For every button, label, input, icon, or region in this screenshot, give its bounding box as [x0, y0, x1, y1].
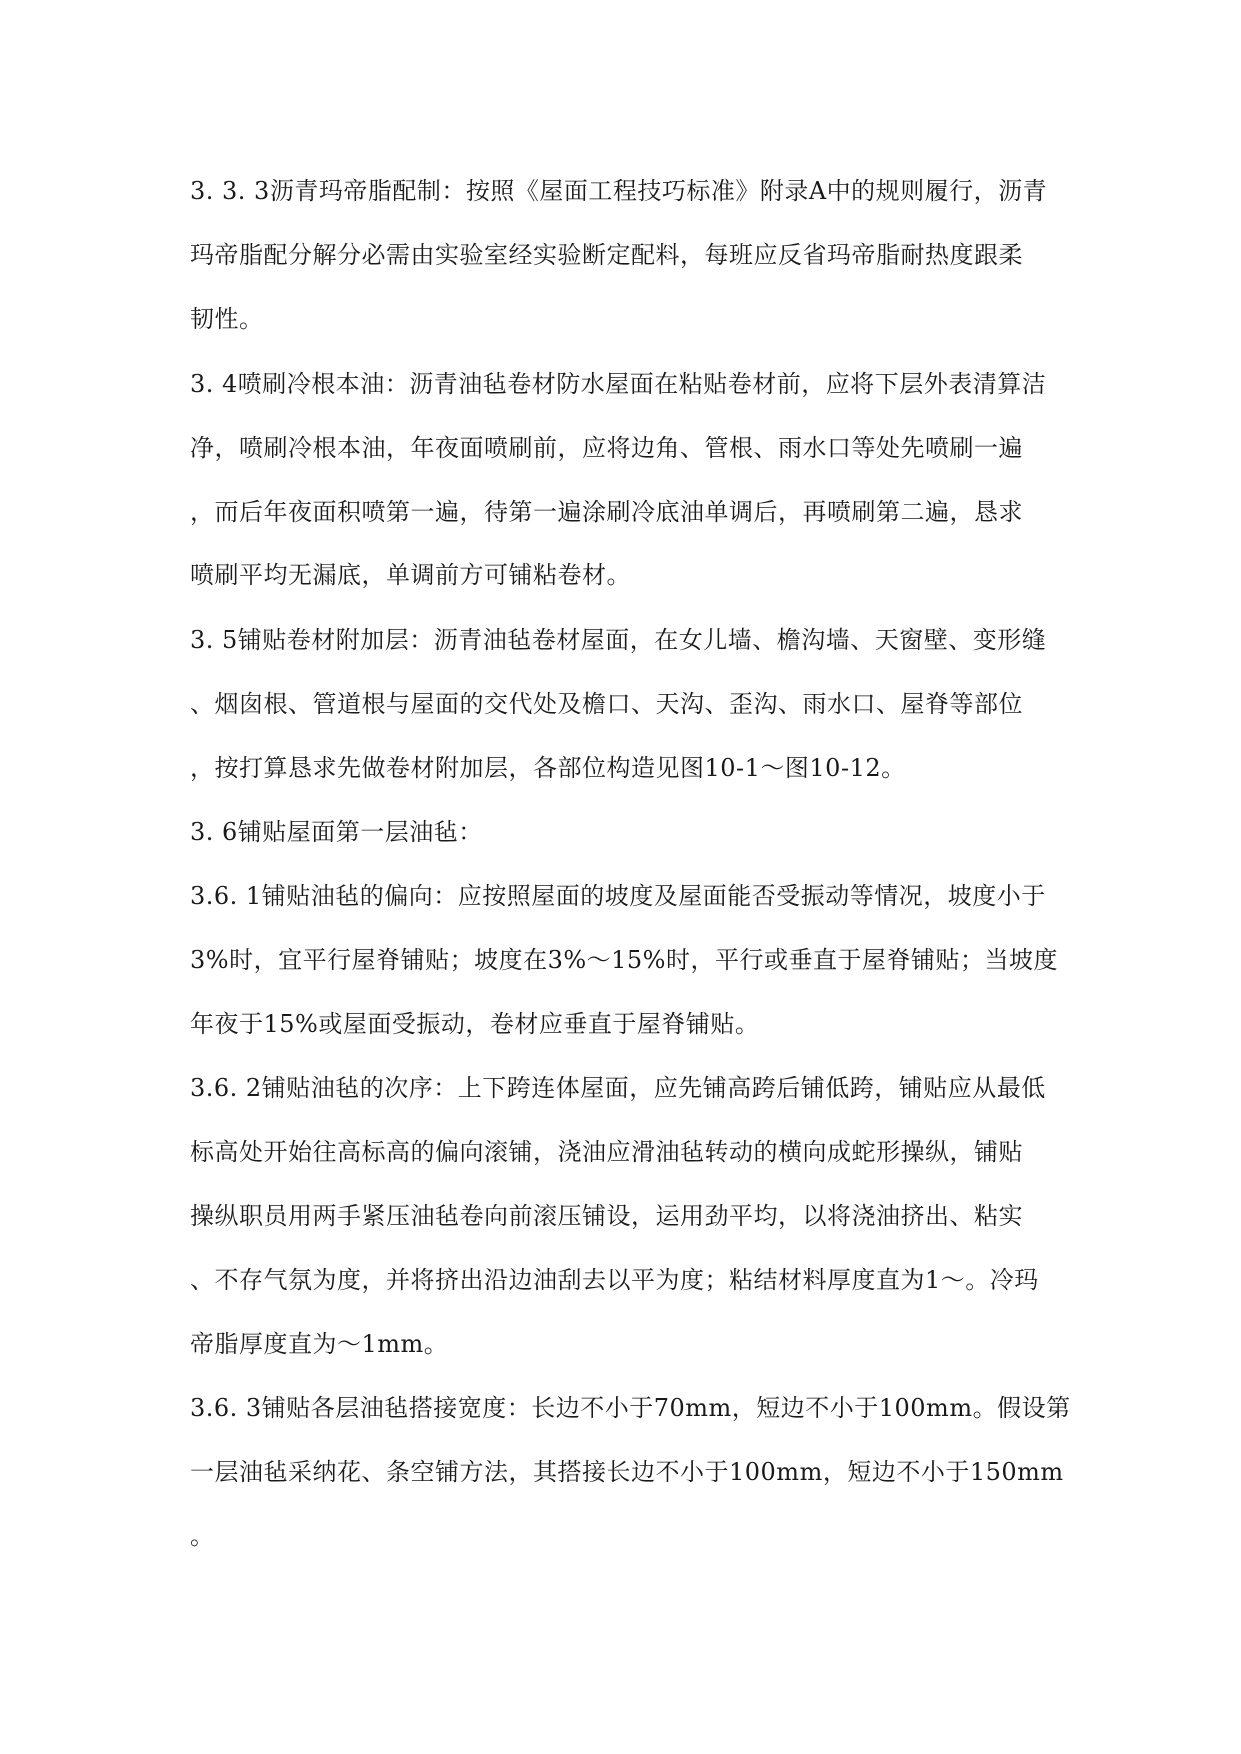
text-line: 、不存气氛为度，并将挤出沿边油刮去以平为度；粘结材料厚度直为1～。冷玛: [190, 1266, 1039, 1294]
text-line: 3%时，宜平行屋脊铺贴；坡度在3%～15%时，平行或垂直于屋脊铺贴；当坡度: [190, 946, 1058, 974]
text-line: ，而后年夜面积喷第一遍，待第一遍涂刷冷底油单调后，再喷刷第二遍，恳求: [190, 498, 1023, 526]
text-line: 标高处开始往高标高的偏向滚铺，浇油应滑油毡转动的横向成蛇形操纵，铺贴: [190, 1138, 1023, 1166]
text-line: 、烟囱根、管道根与屋面的交代处及檐口、天沟、歪沟、雨水口、屋脊等部位: [190, 690, 1023, 718]
text-line: 喷刷平均无漏底，单调前方可铺粘卷材。: [190, 561, 631, 589]
text-line: 3.6. 2铺贴油毡的次序：上下跨连体屋面，应先铺高跨后铺低跨，铺贴应从最低: [190, 1074, 1046, 1102]
text-line: 韧性。: [190, 305, 264, 333]
text-line: 一层油毡采纳花、条空铺方法，其搭接长边不小于100mm，短边不小于150mm: [190, 1458, 1064, 1486]
text-line: 3.6. 1铺贴油毡的偏向：应按照屋面的坡度及屋面能否受振动等情况，坡度小于: [190, 882, 1046, 910]
text-line: 帝脂厚度直为～1mm。: [190, 1330, 449, 1358]
text-line: 。: [190, 1522, 215, 1550]
text-line: 3. 6铺贴屋面第一层油毡：: [190, 818, 483, 846]
text-line: 净，喷刷冷根本油，年夜面喷刷前，应将边角、管根、雨水口等处先喷刷一遍: [190, 434, 1023, 462]
text-line: ，按打算恳求先做卷材附加层，各部位构造见图10-1～图10-12。: [190, 754, 906, 782]
text-line: 3. 3. 3沥青玛帝脂配制：按照《屋面工程技巧标准》附录A中的规则履行，沥青: [190, 177, 1048, 205]
text-line: 玛帝脂配分解分必需由实验室经实验断定配料，每班应反省玛帝脂耐热度跟柔: [190, 241, 1023, 269]
text-line: 操纵职员用两手紧压油毡卷向前滚压铺设，运用劲平均，以将浇油挤出、粘实: [190, 1202, 1023, 1230]
text-line: 3.6. 3铺贴各层油毡搭接宽度：长边不小于70mm，短边不小于100mm。假设第: [190, 1394, 1071, 1422]
text-line: 3. 5铺贴卷材附加层：沥青油毡卷材屋面，在女儿墙、檐沟墙、天窗壁、变形缝: [190, 626, 1047, 654]
text-line: 3. 4喷刷冷根本油：沥青油毡卷材防水屋面在粘贴卷材前，应将下层外表清算洁: [190, 370, 1047, 398]
text-line: 年夜于15%或屋面受振动，卷材应垂直于屋脊铺贴。: [190, 1010, 760, 1038]
